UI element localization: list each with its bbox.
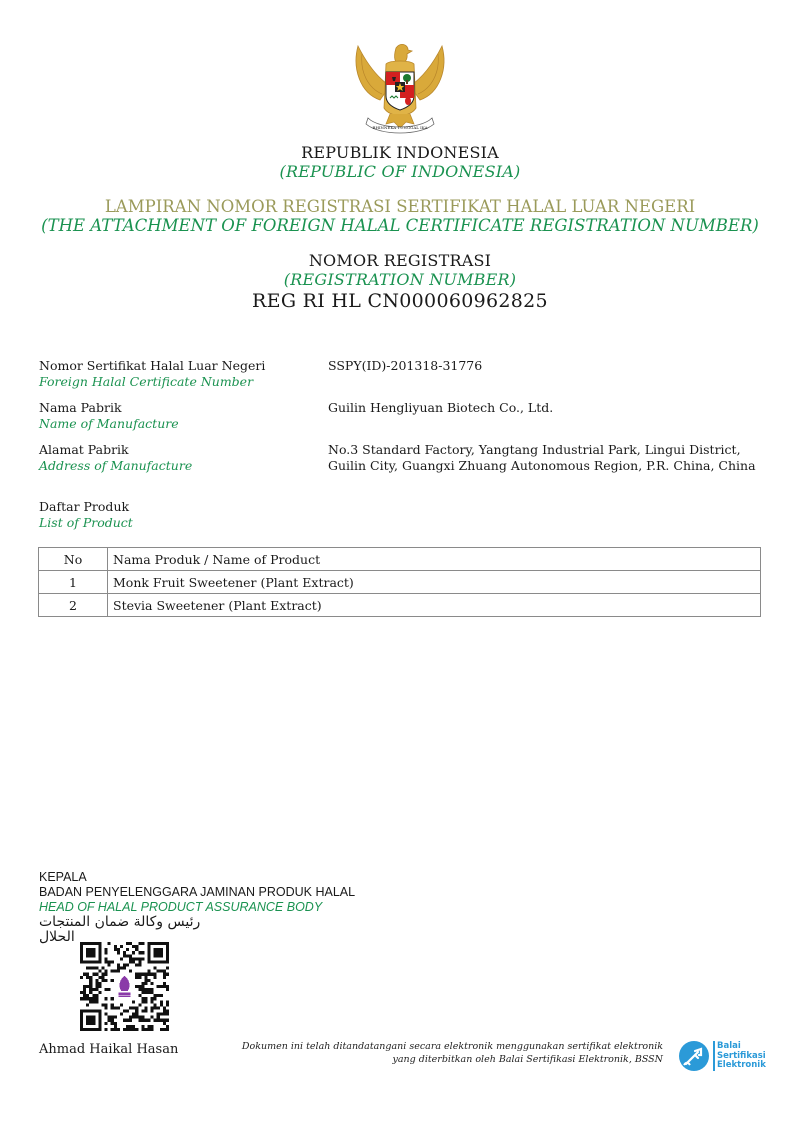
label-en: Foreign Halal Certificate Number bbox=[39, 374, 254, 389]
bsre-divider bbox=[713, 1041, 715, 1071]
document-title-id: LAMPIRAN NOMOR REGISTRASI SERTIFIKAT HALAL LUAR NEGERI bbox=[104, 197, 696, 216]
product-name: Stevia Sweetener (Plant Extract) bbox=[108, 594, 761, 617]
product-table bbox=[38, 547, 761, 617]
column-header-product-name: Nama Produk / Name of Product bbox=[108, 548, 761, 571]
note-line-1: Dokumen ini telah ditandatangani secara elektronik menggunakan sertifikat elektronik bbox=[241, 1041, 663, 1052]
signature-block bbox=[39, 870, 355, 945]
row-number: 2 bbox=[39, 594, 108, 617]
field-label-manufacture-name bbox=[39, 400, 179, 432]
bsre-line-2: Sertifikasi bbox=[717, 1050, 766, 1061]
row-number: 1 bbox=[39, 571, 108, 594]
bsre-wordmark bbox=[717, 1042, 766, 1071]
qr-code-icon bbox=[80, 942, 169, 1031]
label-en: Name of Manufacture bbox=[39, 416, 179, 431]
bsre-line-3: Elektronik bbox=[717, 1060, 766, 1070]
document-title-en: (THE ATTACHMENT OF FOREIGN HALAL CERTIFICATE REGISTRATION NUMBER) bbox=[41, 216, 759, 235]
registration-label-en: (REGISTRATION NUMBER) bbox=[283, 270, 517, 289]
country-name-en: (REPUBLIC OF INDONESIA) bbox=[279, 162, 521, 181]
field-label-product-list bbox=[39, 499, 133, 531]
table-header-row bbox=[39, 548, 761, 571]
bsre-logo bbox=[678, 1040, 768, 1074]
signer-title-ar: رئيس وكالة ضمان المنتجات الحلال bbox=[39, 914, 201, 945]
field-label-certificate-number bbox=[39, 358, 265, 390]
label-id: Nomor Sertifikat Halal Luar Negeri bbox=[39, 358, 266, 373]
registration-number: REG RI HL CN000060962825 bbox=[252, 290, 548, 312]
bsre-line-1: Balai bbox=[717, 1041, 741, 1051]
table-row bbox=[39, 571, 761, 594]
label-id: Alamat Pabrik bbox=[39, 442, 129, 457]
product-name: Monk Fruit Sweetener (Plant Extract) bbox=[108, 571, 761, 594]
bsre-key-icon bbox=[678, 1040, 710, 1072]
certificate-number-value: SSPY(ID)-201318-31776 bbox=[328, 358, 483, 373]
label-en: Address of Manufacture bbox=[39, 458, 193, 473]
manufacture-address-value: No.3 Standard Factory, Yangtang Industrial Park, Lingui District, Guilin City, Guangxi Zhuang Autonomous Region, P.R. China, China bbox=[328, 442, 756, 473]
table-row bbox=[39, 594, 761, 617]
signer-name: Ahmad Haikal Hasan bbox=[39, 1042, 179, 1057]
label-id: Daftar Produk bbox=[39, 499, 130, 514]
field-label-manufacture-address bbox=[39, 442, 192, 474]
signer-title-en: HEAD OF HALAL PRODUCT ASSURANCE BODY bbox=[39, 900, 323, 914]
label-en: List of Product bbox=[39, 515, 133, 530]
electronic-signature-note bbox=[233, 1040, 663, 1066]
signer-title-2: BADAN PENYELENGGARA JAMINAN PRODUK HALAL bbox=[39, 885, 356, 899]
note-line-2: yang diterbitkan oleh Balai Sertifikasi Elektronik, BSSN bbox=[392, 1054, 663, 1065]
column-header-no: No bbox=[39, 548, 108, 571]
registration-label-id: NOMOR REGISTRASI bbox=[308, 251, 492, 270]
label-id: Nama Pabrik bbox=[39, 400, 122, 415]
svg-text:BHINNEKA TUNGGAL IKA: BHINNEKA TUNGGAL IKA bbox=[372, 125, 428, 130]
garuda-emblem-icon bbox=[350, 38, 450, 138]
manufacture-name-value: Guilin Hengliyuan Biotech Co., Ltd. bbox=[328, 400, 554, 415]
signer-title-1: KEPALA bbox=[39, 870, 87, 884]
country-name-id: REPUBLIK INDONESIA bbox=[301, 143, 499, 162]
